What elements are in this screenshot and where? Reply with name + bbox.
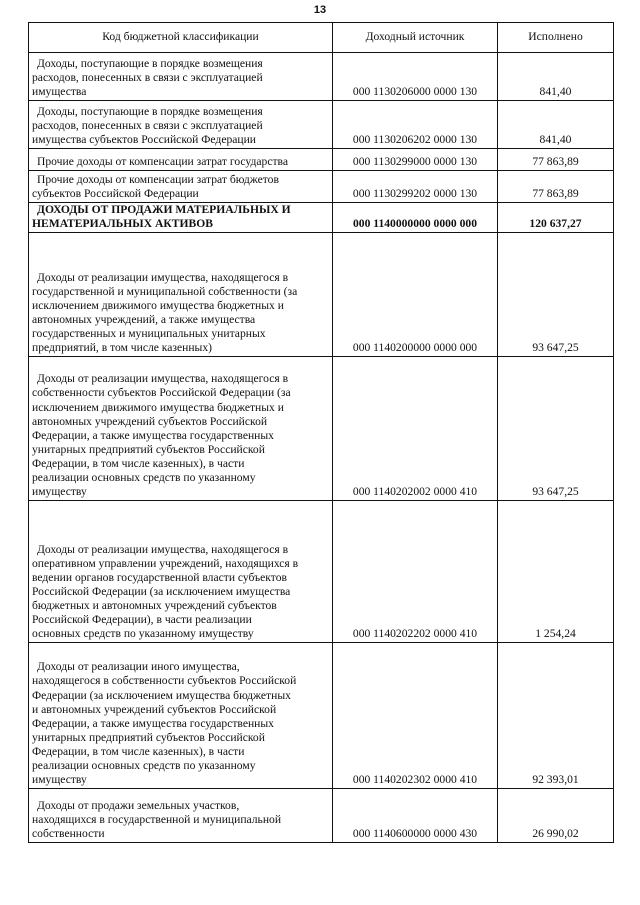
budget-income-table — [28, 22, 614, 843]
description-line: предприятий, в том числе казенных) — [32, 341, 212, 355]
row-income-code: 000 1130206000 0000 130 — [333, 53, 498, 101]
description-line: реализации основных средств по указанному — [32, 471, 256, 484]
row-executed-amount: 120 637,27 — [498, 203, 614, 233]
row-income-code: 000 1130299000 0000 130 — [333, 149, 498, 171]
row-executed-amount: 93 647,25 — [498, 233, 614, 357]
description-line: Доходы от реализации имущества, находящегося в — [37, 372, 289, 386]
description-line: расходов, понесенных в связи с эксплуатацией — [32, 70, 263, 84]
description-line: ведении органов государственной власти субъектов — [32, 570, 287, 584]
description-line: Доходы от реализации имущества, находящегося в — [37, 270, 289, 284]
description-line: имуществу — [32, 773, 87, 787]
row-income-code: 000 1140202002 0000 410 — [333, 357, 498, 501]
row-description — [29, 643, 333, 789]
row-income-code: 000 1140202302 0000 410 — [333, 643, 498, 789]
table-row — [29, 101, 614, 149]
description-line: Доходы от продажи земельных участков, — [37, 798, 240, 812]
description-line: Федерации, в том числе казенных), в части — [32, 744, 245, 758]
row-description — [29, 53, 333, 101]
description-line: собственности субъектов Российской Федерации (за — [32, 386, 291, 400]
description-line: государственных и муниципальных унитарных — [32, 327, 266, 340]
row-income-code: 000 1140200000 0000 000 — [333, 233, 498, 357]
description-line: НЕМАТЕРИАЛЬНЫХ АКТИВОВ — [32, 217, 213, 231]
description-line: Федерации (за исключением имущества бюджетных — [32, 688, 291, 702]
description-line: бюджетных и автономных учреждений субъектов — [32, 598, 277, 612]
description-line: Доходы от реализации имущества, находящегося в — [37, 542, 289, 556]
description-line: собственности — [32, 827, 105, 841]
description-line: Федерации, а также имущества государственных — [32, 716, 274, 730]
row-description — [29, 149, 333, 171]
table-row — [29, 233, 614, 357]
row-description — [29, 789, 333, 843]
description-line: ДОХОДЫ ОТ ПРОДАЖИ МАТЕРИАЛЬНЫХ И — [37, 203, 291, 216]
page-number: 13 — [313, 4, 327, 16]
description-line: оперативном управлении учреждений, находящихся в — [32, 556, 299, 570]
row-income-code: 000 1140202202 0000 410 — [333, 501, 498, 643]
row-description — [29, 357, 333, 501]
description-line: Прочие доходы от компенсации затрат бюджетов — [37, 172, 279, 186]
row-executed-amount: 841,40 — [498, 53, 614, 101]
description-line: находящегося в собственности субъектов Российской — [32, 674, 297, 688]
row-executed-amount: 77 863,89 — [498, 171, 614, 203]
description-line: автономных учреждений субъектов Российской — [32, 414, 268, 428]
row-executed-amount: 841,40 — [498, 101, 614, 149]
row-income-code: 000 1130206202 0000 130 — [333, 101, 498, 149]
table-row — [29, 357, 614, 501]
table-row — [29, 149, 614, 171]
description-line: основных средств по указанному имуществу — [32, 627, 254, 641]
row-executed-amount: 77 863,89 — [498, 149, 614, 171]
row-description — [29, 171, 333, 203]
description-line: Федерации, а также имущества государственных — [32, 428, 274, 442]
description-line: унитарных предприятий субъектов Российской — [32, 730, 265, 744]
description-line: Федерации, в том числе казенных), в части — [32, 456, 245, 470]
row-executed-amount: 26 990,02 — [498, 789, 614, 843]
description-line: Доходы, поступающие в порядке возмещения — [37, 104, 263, 118]
description-line: расходов, понесенных в связи с эксплуатацией — [32, 118, 263, 132]
row-income-code: 000 1140000000 0000 000 — [333, 203, 498, 233]
description-line: Доходы от реализации иного имущества, — [37, 660, 240, 674]
description-line: и автономных учреждений субъектов Российской — [32, 702, 277, 716]
description-line: реализации основных средств по указанному — [32, 759, 256, 772]
row-description — [29, 233, 333, 357]
row-income-code: 000 1140600000 0000 430 — [333, 789, 498, 843]
row-executed-amount: 1 254,24 — [498, 501, 614, 643]
description-line: государственной и муниципальной собственности (за — [32, 284, 298, 298]
table-row — [29, 171, 614, 203]
description-line: Российской Федерации (за исключением имущества — [32, 584, 291, 598]
table-row — [29, 789, 614, 843]
row-description — [29, 101, 333, 149]
description-line: Прочие доходы от компенсации затрат государства — [37, 154, 288, 168]
description-line: унитарных предприятий субъектов Российской — [32, 442, 265, 456]
table-row — [29, 643, 614, 789]
description-line: субъектов Российской Федерации — [32, 186, 199, 200]
header-code-classification: Код бюджетной классификации — [29, 23, 333, 53]
row-income-code: 000 1130299202 0000 130 — [333, 171, 498, 203]
description-line: автономных учреждений, а также имущества — [32, 312, 256, 326]
table-row — [29, 53, 614, 101]
row-executed-amount: 93 647,25 — [498, 357, 614, 501]
description-line: находящихся в государственной и муниципальной — [32, 813, 282, 826]
description-line: исключением движимого имущества бюджетных и — [32, 400, 284, 414]
row-description — [29, 501, 333, 643]
row-description — [29, 203, 333, 233]
description-line: Доходы, поступающие в порядке возмещения — [37, 56, 263, 70]
table-row — [29, 203, 614, 233]
description-line: исключением движимого имущества бюджетных и — [32, 298, 284, 312]
table-row — [29, 501, 614, 643]
table-header-row — [29, 23, 614, 53]
description-line: имущества субъектов Российской Федерации — [32, 132, 257, 146]
row-executed-amount: 92 393,01 — [498, 643, 614, 789]
description-line: имуществу — [32, 485, 87, 499]
header-income-source: Доходный источник — [333, 23, 498, 53]
description-line: имущества — [32, 84, 87, 98]
description-line: Российской Федерации), в части реализации — [32, 613, 252, 626]
header-executed: Исполнено — [498, 23, 614, 53]
